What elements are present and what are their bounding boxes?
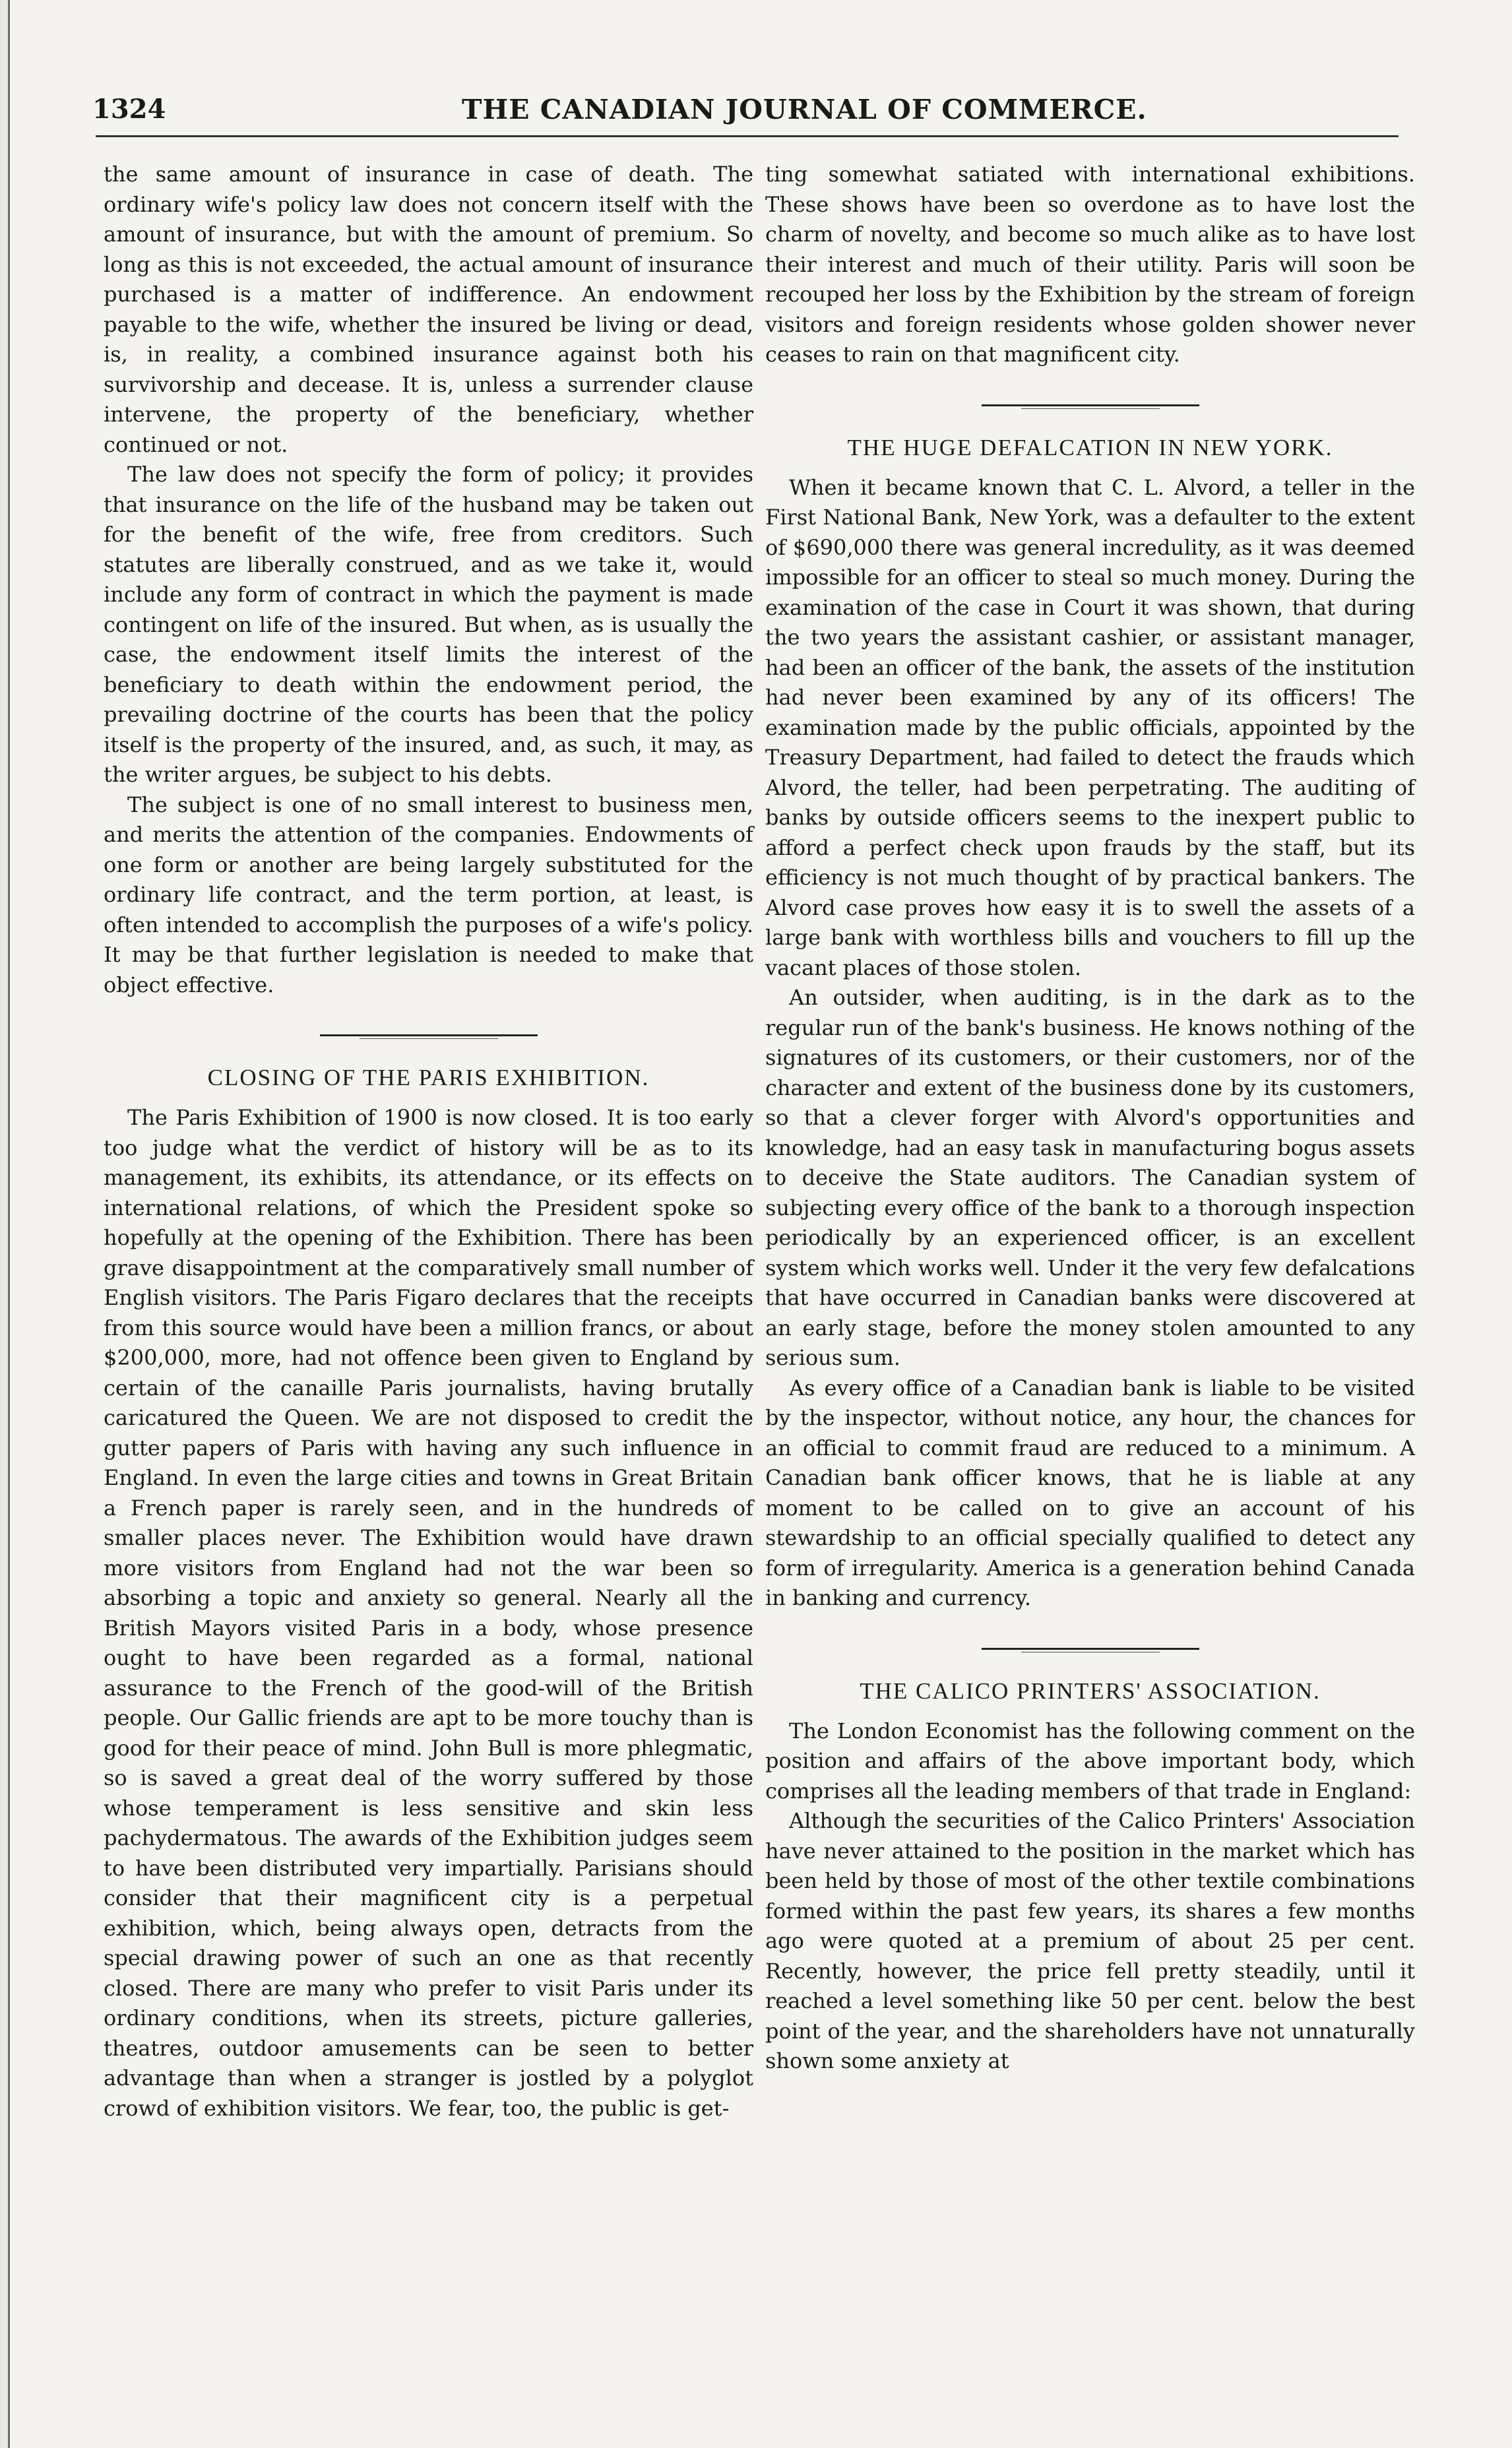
page-number: 1324 (92, 94, 166, 125)
insurance-paragraph-2: The law does not specify the form of policy; it provides that insurance on the life of the husband may be taken out for the benefit of the wife, free from creditors. Such statutes are liberally construed, and as we take it, would include any form of contract in which the payment is made contingent on life of the insured. But when, as is usually the case, the endowment itself limits the interest of the beneficiary to death within the endowment period, the prevailing doctrine of the courts has been that the policy itself is the property of the insured, and, as such, it may, as the writer argues, be subject to his debts. (104, 462, 753, 787)
calico-heading: THE CALICO PRINTERS' ASSOCIATION. (860, 1678, 1321, 1704)
header-rule (96, 135, 1399, 137)
running-title: THE CANADIAN JOURNAL OF COMMERCE. (462, 94, 1147, 125)
paris-exhibition-continued: ting somewhat satiated with international exhibitions. These shows have been so overdone as to have lost the charm of novelty, and become so much alike as to have lost their interest and much of their utility. Paris will soon be recouped her loss by the Exhibition by the stream of foreign visitors and foreign residents whose golden shower never ceases to rain on that magnificent city. (765, 162, 1415, 367)
insurance-paragraph-1: the same amount of insurance in case of death. The ordinary wife's policy law does not concern itself with the amount of insurance, but with the amount of premium. So long as this is not exceeded, the actual amount of insurance purchased is a matter of indifference. An endowment payable to the wife, whether the insured be living or dead, is, in reality, a combined insurance against both his survivorship and decease. It is, unless a surrender clause intervene, the property of the beneficiary, whether continued or not. (104, 162, 753, 457)
defalcation-heading: THE HUGE DEFALCATION IN NEW YORK. (847, 434, 1333, 460)
page-binding-edge (0, 0, 10, 2448)
calico-paragraph-1: The London Economist has the following comment on the position and affairs of the above important body, which comprises all the leading members of that trade in England: (765, 1718, 1415, 1804)
defalcation-paragraph-3: As every office of a Canadian bank is liable to be visited by the inspector, without notice, any hour, the chances for an official to commit fraud are reduced to a minimum. A Canadian bank officer knows, that he is liable at any moment to be called on to give an account of his stewardship to an official specially qualified to detect any form of irregularity. America is a generation behind Canada in banking and currency. (765, 1375, 1415, 1610)
section-divider (320, 1034, 538, 1038)
insurance-paragraph-3: The subject is one of no small interest to business men, and merits the attention of the companies. Endowments of one form or another are being largely substituted for the ordinary life contract, and the term portion, at least, is often intended to accomplish the purposes of a wife's policy. It may be that further legislation is needed to make that object effective. (104, 792, 753, 997)
page-header (92, 94, 1438, 133)
right-column (765, 160, 1415, 2077)
calico-paragraph-2: Although the securities of the Calico Printers' Association have never attained to the position in the market which has been held by those of most of the other textile combinations formed within the past few years, its shares a few months ago were quoted at a premium of about 25 per cent. Recently, however, the price fell pretty steadily, until it reached a level something like 50 per cent. below the best point of the year, and the shareholders have not unnaturally shown some anxiety at (765, 1808, 1415, 2073)
defalcation-paragraph-1: When it became known that C. L. Alvord, a teller in the First National Bank, New York, was a defaulter to the extent of $690,000 there was general incredulity, as it was deemed impossible for an officer to steal so much money. During the examination of the case in Court it was shown, that during the two years the assistant cashier, or assistant manager, had been an officer of the bank, the assets of the institution had never been examined by any of its officers! The examination made by the public officials, appointed by the Treasury Department, had failed to detect the frauds which Alvord, the teller, had been perpetrating. The auditing of banks by outside officers seems to the inexpert public to afford a perfect check upon frauds by the staff, but its efficiency is not much thought of by practical bankers. The Alvord case proves how easy it is to swell the assets of a large bank with worthless bills and vouchers to fill up the vacant places of those stolen. (765, 474, 1415, 980)
section-divider (982, 1648, 1199, 1652)
left-column (104, 160, 753, 2123)
section-divider (982, 404, 1199, 408)
paris-exhibition-heading: CLOSING OF THE PARIS EXHIBITION. (207, 1065, 650, 1090)
paris-exhibition-paragraph: The Paris Exhibition of 1900 is now closed. It is too early too judge what the verdict of history will be as to its management, its exhibits, its attendance, or its effects on international relations, of which the President spoke so hopefully at the opening of the Exhibition. There has been grave disappointment at the comparatively small number of English visitors. The Paris Figaro declares that the receipts from this source would have been a million francs, or about $200,000, more, had not offence been given to England by certain of the canaille Paris journalists, having brutally caricatured the Queen. We are not disposed to credit the gutter papers of Paris with having any such influence in England. In even the large cities and towns in Great Britain a French paper is rarely seen, and in the hundreds of smaller places never. The Exhibition would have drawn more visitors from England had not the war been so absorbing a topic and anxiety so general. Nearly all the British Mayors visited Paris in a body, whose presence ought to have been regarded as a formal, national assurance to the French of the good-will of the British people. Our Gallic friends are apt to be more touchy than is good for their peace of mind. John Bull is more phlegmatic, so is saved a great deal of the worry suffered by those whose temperament is less sensitive and skin less pachydermatous. The awards of the Exhibition judges seem to have been distributed very impartially. Parisians should consider that their magnificent city is a perpetual exhibition, which, being always open, detracts from the special drawing power of such an one as that recently closed. There are many who prefer to visit Paris under its ordinary conditions, when its streets, picture galleries, theatres, outdoor amusements can be seen to better advantage than when a stranger is jostled by a polyglot crowd of exhibition visitors. We fear, too, the public is get- (104, 1105, 753, 2121)
defalcation-paragraph-2: An outsider, when auditing, is in the dark as to the regular run of the bank's business. He knows nothing of the signatures of its customers, or their customers, nor of the character and extent of the business done by its customers, so that a clever forger with Alvord's opportunities and knowledge, had an easy task in manufacturing bogus assets to deceive the State auditors. The Canadian system of subjecting every office of the bank to a thorough inspection periodically by an experienced officer, is an excellent system which works well. Under it the very few defalcations that have occurred in Canadian banks were discovered at an early stage, before the money stolen amounted to any serious sum. (765, 985, 1415, 1370)
